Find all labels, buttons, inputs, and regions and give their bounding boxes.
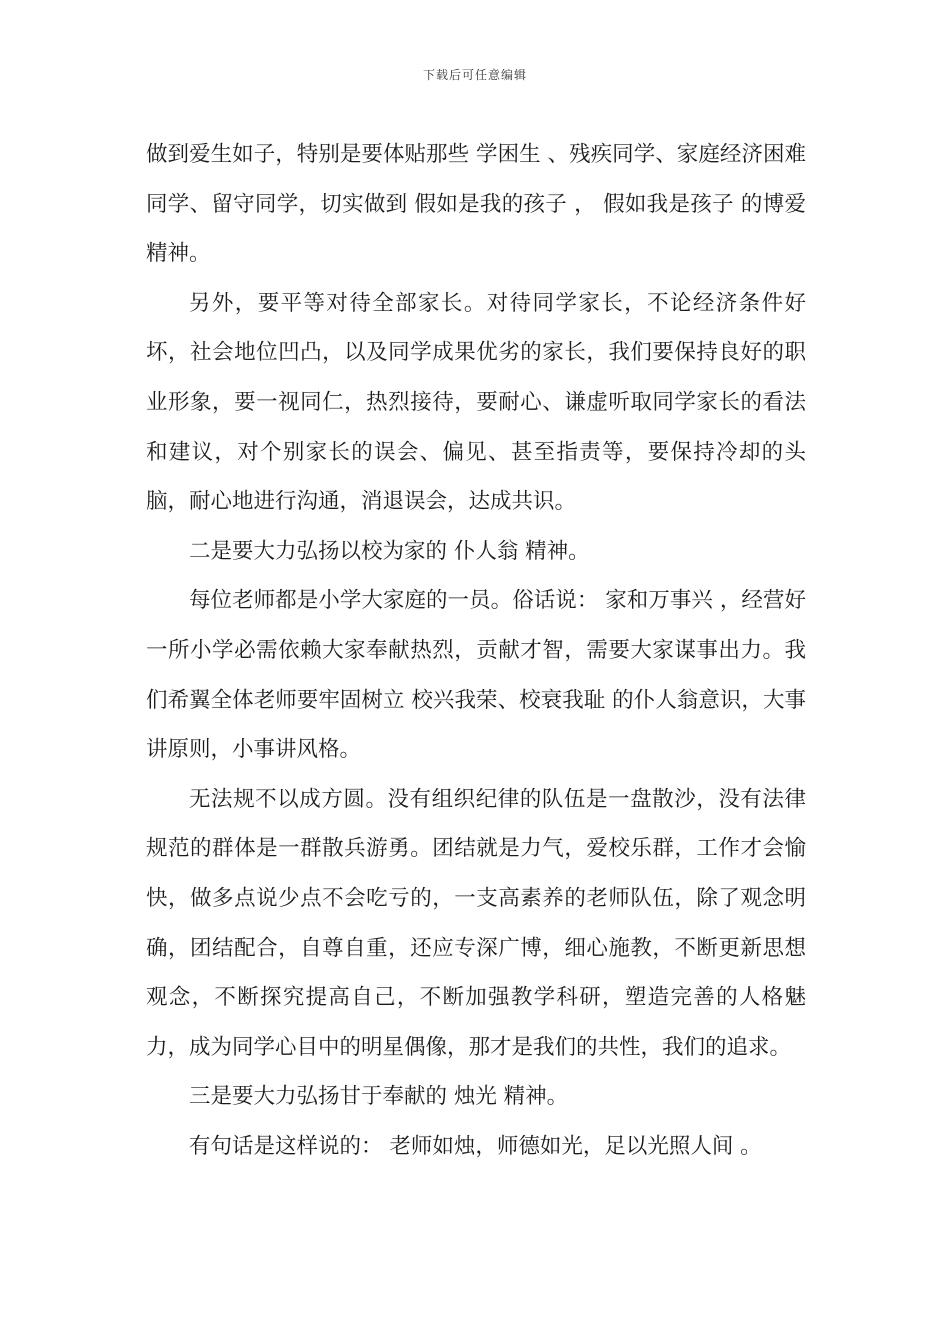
paragraph-2: 另外，要平等对待全部家长。对待同学家长，不论经济条件好坏，社会地位凹凸，以及同学成果优劣的家长，我们要保持良好的职业形象，要一视同仁，热烈接待，要耐心、谦虚听取同学家长的看法和建议，对个别家长的误会、偏见、甚至指责等，要保持冷却的头脑，耐心地进行沟通，消退误会，达成共识。 — [146, 290, 806, 515]
paragraph-5: 无法规不以成方圆。没有组织纪律的队伍是一盘散沙，没有法律规范的群体是一群散兵游勇。团结就是力气，爱校乐群，工作才会愉快，做多点说少点不会吃亏的，一支高素养的老师队伍，除了观念明确，团结配合，自尊自重，还应专深广博，细心施教，不断更新思想观念，不断探究提高自己，不断加强教学科研，塑造完善的人格魅力，成为同学心目中的明星偶像，那才是我们的共性，我们的追求。 — [146, 786, 806, 1060]
paragraph-4: 每位老师都是小学大家庭的一员。俗话说： 家和万事兴 ，经营好一所小学必需依赖大家奉献热烈，贡献才智，需要大家谋事出力。我们希翼全体老师要牢固树立 校兴我荣、校衰我耻 的仆人翁意识，大事讲原则，小事讲风格。 — [146, 588, 806, 763]
paragraph-3: 二是要大力弘扬以校为家的 仆人翁 精神。 — [189, 538, 590, 564]
page-header: 下载后可任意编辑 — [422, 68, 527, 82]
paragraph-7: 有句话是这样说的： 老师如烛，师德如光，足以光照人间 。 — [189, 1133, 762, 1159]
paragraph-6: 三是要大力弘扬甘于奉献的 烛光 精神。 — [189, 1084, 569, 1110]
paragraph-1: 做到爱生如子，特别是要体贴那些 学困生 、残疾同学、家庭经济困难同学、留守同学，切实做到 假如是我的孩子 ， 假如我是孩子 的博爱精神。 — [146, 142, 806, 267]
document-body — [146, 130, 806, 1171]
